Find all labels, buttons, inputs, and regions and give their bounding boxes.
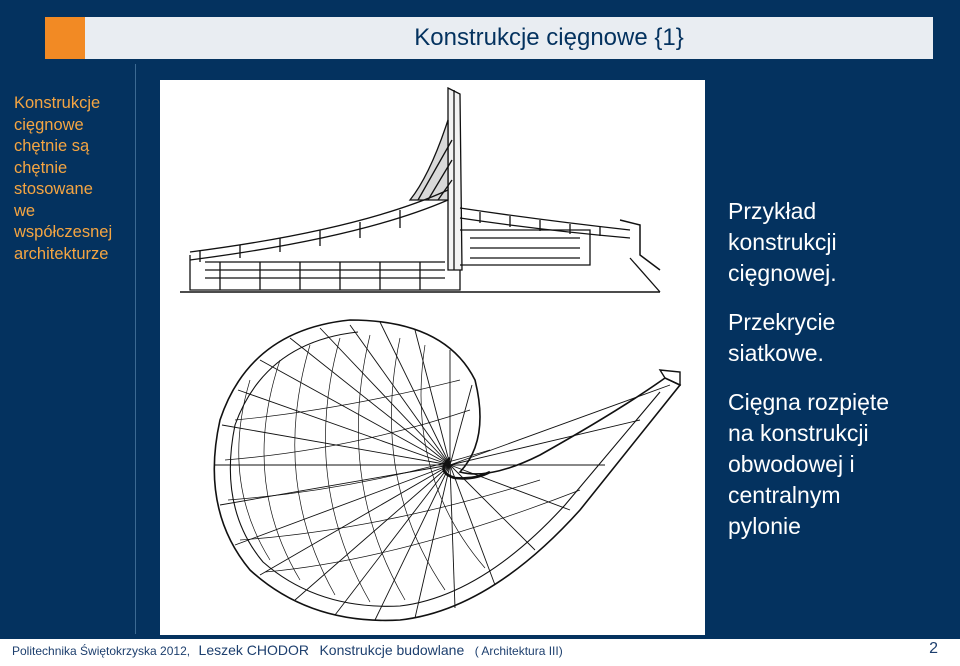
divider-line bbox=[135, 64, 136, 634]
description-line: cięgnowej. bbox=[728, 260, 837, 286]
footer-author: Leszek CHODOR bbox=[198, 642, 310, 658]
sidebar-line: stosowane bbox=[14, 180, 93, 198]
footer-school: Politechnika Świętokrzyska 2012, bbox=[12, 644, 191, 658]
slide-title: Konstrukcje cięgnowe {1} bbox=[414, 24, 684, 51]
title-bar bbox=[45, 17, 933, 59]
footer-text bbox=[12, 642, 563, 660]
description-line: konstrukcji bbox=[728, 229, 837, 255]
description-paragraph bbox=[728, 387, 948, 542]
description-line: Cięgna rozpięte bbox=[728, 389, 890, 415]
sidebar-line: chętnie bbox=[14, 158, 68, 177]
description-paragraph bbox=[728, 307, 948, 369]
footer-course: Konstrukcje budowlane bbox=[319, 642, 465, 658]
footer bbox=[0, 639, 960, 666]
sidebar-line: współczesnej bbox=[14, 223, 113, 241]
sidebar-text bbox=[14, 93, 134, 265]
page-number: 2 bbox=[929, 640, 938, 657]
footer-faculty: ( Architektura III) bbox=[474, 644, 563, 658]
sidebar-line: Konstrukcje bbox=[14, 94, 101, 112]
cable-structure-figure bbox=[160, 80, 705, 635]
description-line: pylonie bbox=[728, 513, 801, 539]
description-line: siatkowe. bbox=[728, 340, 824, 366]
description-line: obwodowej i bbox=[728, 451, 855, 477]
elevation-section bbox=[180, 88, 660, 292]
sidebar-line: chętnie są bbox=[14, 137, 90, 155]
description-paragraph bbox=[728, 196, 948, 289]
sidebar-line: cięgnowe bbox=[14, 115, 84, 134]
description-line: Przekrycie bbox=[728, 309, 836, 335]
cable-structure-drawing bbox=[160, 80, 705, 635]
sidebar-line: we bbox=[14, 201, 36, 220]
description-line: centralnym bbox=[728, 482, 841, 508]
description-line: na konstrukcji bbox=[728, 420, 869, 446]
description-text bbox=[728, 196, 948, 560]
plan-view bbox=[214, 320, 680, 620]
sidebar-line: architekturze bbox=[14, 244, 109, 263]
description-line: Przykład bbox=[728, 198, 817, 224]
